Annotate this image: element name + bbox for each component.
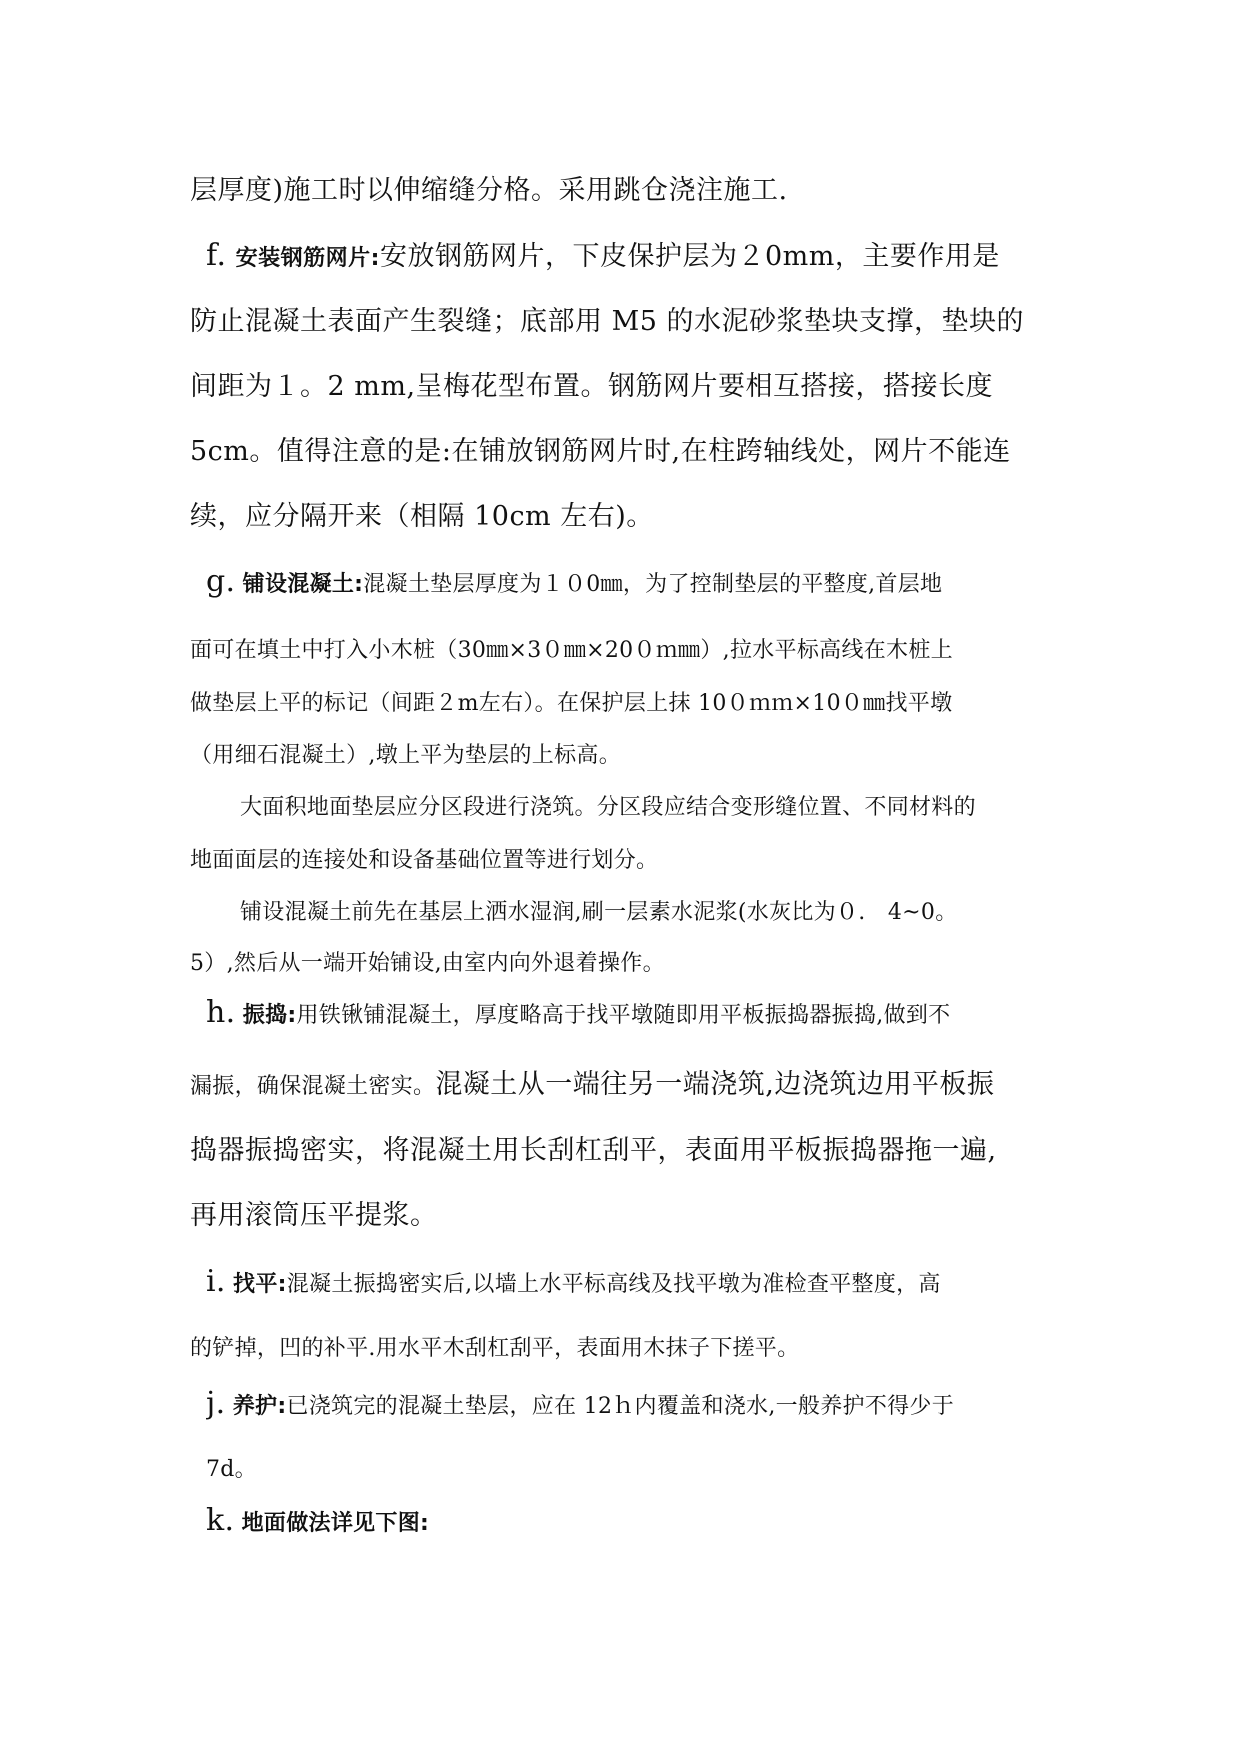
line-text: 漏振，确保混凝土密实。 bbox=[190, 1074, 436, 1099]
item-h-line bbox=[206, 995, 1056, 1030]
paragraph-line bbox=[190, 364, 1056, 403]
paragraph-line bbox=[190, 1193, 1056, 1232]
item-f-line bbox=[206, 234, 1056, 273]
paragraph-line bbox=[206, 1452, 1056, 1483]
item-title: 地面做法详见下图: bbox=[241, 1511, 430, 1536]
paragraph-line bbox=[190, 843, 1056, 874]
line-text: 层厚度)施工时以伸缩缝分格。采用跳仓浇注施工. bbox=[190, 175, 788, 206]
paragraph-line bbox=[190, 1128, 1056, 1167]
paragraph-line bbox=[190, 686, 1056, 717]
item-label: k. bbox=[206, 1503, 235, 1538]
line-text: 7d。 bbox=[206, 1457, 257, 1482]
paragraph-line bbox=[190, 633, 1056, 664]
line-text: 5）,然后从一端开始铺设,由室内向外退着操作。 bbox=[190, 951, 665, 976]
item-text: 混凝土振捣密实后,以墙上水平标高线及找平墩为准检查平整度，高 bbox=[286, 1272, 941, 1297]
item-title: 振捣: bbox=[242, 1003, 297, 1028]
item-text: 安放钢筋网片，下皮保护层为２0mm，主要作用是 bbox=[379, 241, 1000, 272]
item-label: j. bbox=[206, 1386, 226, 1421]
line-text: 地面面层的连接处和设备基础位置等进行划分。 bbox=[190, 848, 659, 873]
item-title: 安装钢筋网片: bbox=[235, 246, 380, 271]
line-text: 铺设混凝土前先在基层上洒水湿润,刷一层素水泥浆(水灰比为０. 4~0。 bbox=[240, 900, 958, 925]
line-text: 再用滚筒压平提浆。 bbox=[190, 1200, 438, 1231]
line-text: 间距为１。2 mm,呈梅花型布置。钢筋网片要相互搭接，搭接长度 bbox=[190, 371, 994, 402]
line-text: 大面积地面垫层应分区段进行浇筑。分区段应结合变形缝位置、不同材料的 bbox=[240, 795, 976, 820]
paragraph-line bbox=[240, 895, 1056, 926]
item-label: h. bbox=[206, 995, 236, 1030]
line-text: 面可在填土中打入小木桩（30㎜×3０㎜×20０ｍ㎜）,拉水平标高线在木桩上 bbox=[190, 638, 953, 663]
line-text-large: 混凝土从一端往另一端浇筑,边浇筑边用平板振 bbox=[435, 1069, 995, 1100]
line-text: 捣器振捣密实，将混凝土用长刮杠刮平，表面用平板振捣器拖一遍, bbox=[190, 1135, 997, 1166]
paragraph-line bbox=[190, 494, 1056, 533]
item-label: f. bbox=[206, 238, 227, 273]
item-text: 混凝土垫层厚度为１０0㎜，为了控制垫层的平整度,首层地 bbox=[363, 572, 943, 597]
item-text: 用铁锹铺混凝土，厚度略高于找平墩随即用平板振捣器振捣,做到不 bbox=[296, 1003, 951, 1028]
paragraph-line bbox=[190, 946, 1056, 977]
item-g-line bbox=[206, 564, 1056, 599]
line-text: 防止混凝土表面产生裂缝；底部用 M5 的水泥砂浆垫块支撑，垫块的 bbox=[190, 306, 1024, 337]
paragraph-line bbox=[190, 429, 1056, 468]
paragraph-line bbox=[240, 790, 1056, 821]
item-j-line bbox=[206, 1386, 1056, 1421]
item-label: i. bbox=[206, 1264, 226, 1299]
paragraph-line bbox=[190, 1331, 1056, 1362]
paragraph-line bbox=[190, 738, 1056, 769]
paragraph-line bbox=[190, 168, 1056, 207]
item-k-line bbox=[206, 1503, 1056, 1538]
paragraph-line bbox=[190, 1062, 1056, 1101]
item-title: 养护: bbox=[232, 1394, 287, 1419]
paragraph-line bbox=[190, 299, 1056, 338]
line-text: 做垫层上平的标记（间距２m左右）。在保护层上抹 10０ｍｍ×10０㎜找平墩 bbox=[190, 691, 953, 716]
item-text: 已浇筑完的混凝土垫层，应在 12ｈ内覆盖和浇水,一般养护不得少于 bbox=[286, 1394, 955, 1419]
line-text: （用细石混凝土）,墩上平为垫层的上标高。 bbox=[190, 743, 621, 768]
line-text: 续，应分隔开来（相隔 10cm 左右)。 bbox=[190, 501, 654, 532]
item-i-line bbox=[206, 1264, 1056, 1299]
line-text: 的铲掉，凹的补平.用水平木刮杠刮平，表面用木抹子下搓平。 bbox=[190, 1336, 800, 1361]
item-label: g. bbox=[206, 564, 236, 599]
item-title: 找平: bbox=[233, 1272, 287, 1297]
line-text: 5cm。值得注意的是:在铺放钢筋网片时,在柱跨轴线处，网片不能连 bbox=[190, 436, 1011, 467]
item-title: 铺设混凝土: bbox=[242, 572, 364, 597]
